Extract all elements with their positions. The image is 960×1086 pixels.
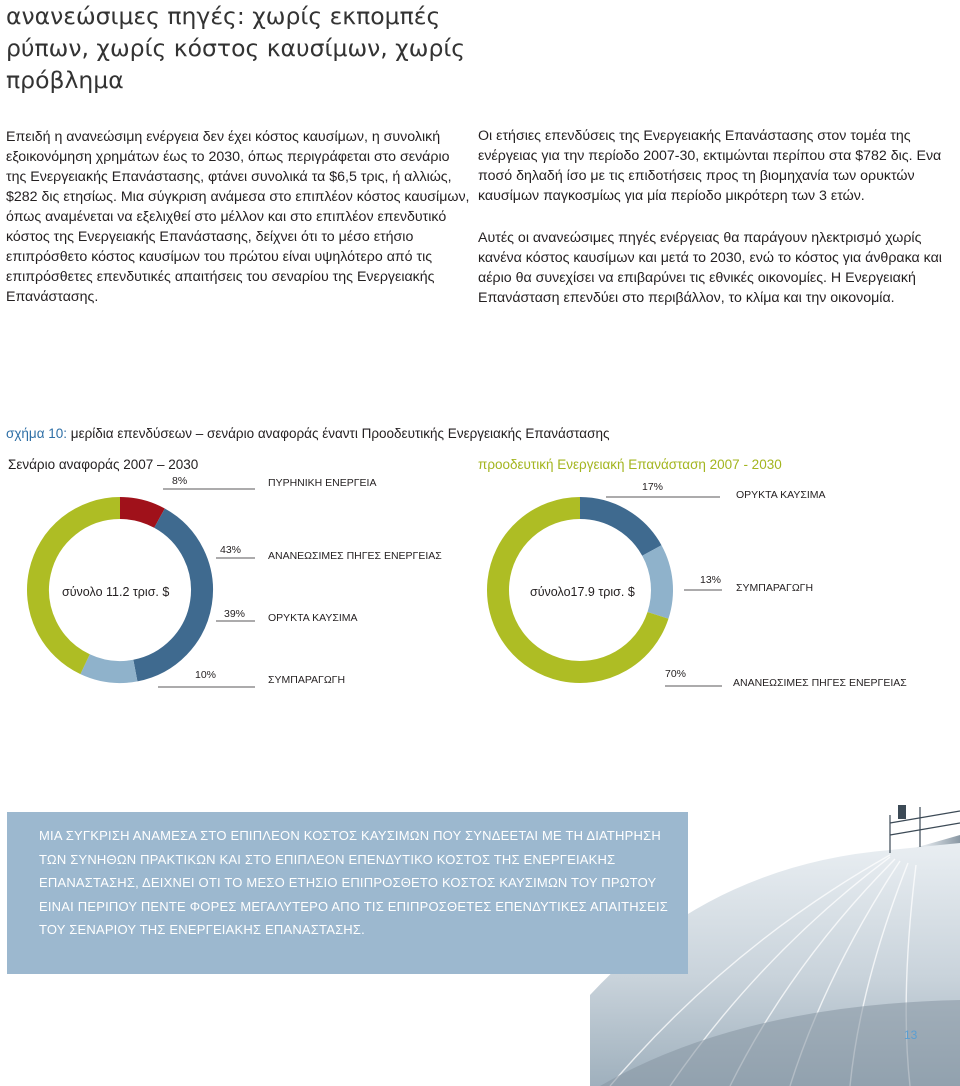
figure-number: σχήμα 10:: [6, 426, 68, 441]
chart-2-slice-1: [652, 550, 662, 615]
chart-1-pct-renewables: 43%: [220, 544, 242, 556]
right-column: [478, 126, 948, 330]
chart-2-pct-fossil: 17%: [642, 481, 664, 493]
chart-2-label-cogeneration: ΣΥΜΠΑΡΑΓΩΓΗ: [736, 582, 814, 594]
left-paragraph: Επειδή η ανανεώσιμη ενέργεια δεν έχει κόστος καυσίμων, η συνολική εξοικονόμηση χρημάτων έως το 2030, όπως περιγράφεται στο σενάριο της Ενεργειακής Επανάστασης, φτάνει συνολικά τα $6,5 τρις, ή αλλιώς, $282 δις ετησίως. Μια σύγκριση ανάμεσα στο επιπλέον κόστος καυσίμων, όπως αναμένεται να εξελιχθεί στο μέλλον και στο επιπλέον επενδυτικό κόστος της Ενεργειακής Επανάστασης, δείχνει ότι το μέσο ετήσιο επιπρόσθετο κόστος καυσίμων του πρώτου είναι υψηλότερο από τις επιπρόσθετες επενδυτικές απαιτήσεις του σεναρίου της Ενεργειακής Επανάστασης.: [6, 129, 470, 305]
chart-2-pct-cogeneration: 13%: [700, 574, 722, 586]
chart-1-pct-nuclear: 8%: [172, 475, 188, 487]
page-title: ανανεώσιμες πηγές: χωρίς εκπομπές ρύπων, χωρίς κόστος καυσίμων, χωρίς πρόβλημα: [6, 2, 466, 94]
chart-2-label-fossil: ΟΡΥΚΤΑ ΚΑΥΣΙΜΑ: [736, 489, 826, 501]
chart-2-pct-renewables: 70%: [665, 668, 687, 680]
chart-2-label-renewables: ΑΝΑΝΕΩΣΙΜΕΣ ΠΗΓΕΣ ΕΝΕΡΓΕΙΑΣ: [733, 677, 907, 689]
chart-1-slice-0: [120, 508, 160, 518]
chart-1-slice-2: [85, 664, 135, 672]
chart-2-total: σύνολο17.9 τρισ. $: [530, 585, 635, 599]
right-paragraph-2: Αυτές οι ανανεώσιμες πηγές ενέργειας θα παράγουν ηλεκτρισμό χωρίς κανένα κόστος καυσίμων και μετά το 2030, ενώ το κόστος για άνθρακα και αέριο θα συνεχίσει να επιβαρύνει τις εθνικές οικονομίες. Η Ενεργειακή Επανάσταση επενδύει στο περιβάλλον, το κλίμα και την οικονομία.: [478, 230, 942, 306]
right-paragraph-1: Οι ετήσιες επενδύσεις της Ενεργειακής Επανάστασης στον τομέα της ενέργειας για την περίοδο 2007-30, εκτιμώνται περίπου στα $782 δις. Ενα ποσό δηλαδή ίσο με τις επιδοτήσεις προς τη βιομηχανία των ορυκτών καυσίμων παγκοσμίως για μία περίοδο μικρότερη των 3 ετών.: [478, 128, 942, 204]
figure-caption: [6, 426, 609, 441]
page-number: 13: [904, 1028, 918, 1042]
chart-1-pct-fossil: 39%: [224, 608, 246, 620]
chart-1-label-renewables: ΑΝΑΝΕΩΣΙΜΕΣ ΠΗΓΕΣ ΕΝΕΡΓΕΙΑΣ: [268, 550, 442, 562]
chart-1-label-nuclear: ΠΥΡΗΝΙΚΗ ΕΝΕΡΓΕΙΑ: [268, 477, 377, 489]
chart-1-total: σύνολο 11.2 τρισ. $: [62, 585, 170, 599]
chart-2-title: προοδευτική Ενεργειακή Επανάσταση 2007 - 2030: [478, 457, 782, 472]
figure-caption-text: μερίδια επενδύσεων – σενάριο αναφοράς έναντι Προοδευτικής Ενεργειακής Επανάστασης: [70, 426, 610, 441]
chart-1-title: Σενάριο αναφοράς 2007 – 2030: [8, 457, 199, 472]
chart-2-slice-0: [580, 508, 652, 550]
chart-1-label-cogeneration: ΣΥΜΠΑΡΑΓΩΓΗ: [268, 674, 346, 686]
callout-text: ΜΙΑ ΣΥΓΚΡΙΣΗ ΑΝΑΜΕΣΑ ΣΤΟ ΕΠΙΠΛΕΟΝ ΚΟΣΤΟΣ ΚΑΥΣΙΜΩΝ ΠΟΥ ΣΥΝΔΕΕΤΑΙ ΜΕ ΤΗ ΔΙΑΤΗΡΗΣΗ ΤΩΝ ΣΥΝΗΘΩΝ ΠΡΑΚΤΙΚΩΝ ΚΑΙ ΣΤΟ ΕΠΙΠΛΕΟΝ ΕΠΕΝΔΥΤΙΚΟ ΚΟΣΤΟΣ ΤΗΣ ΕΝΕΡΓΕΙΑΚΗΣ ΕΠΑΝΑΣΤΑΣΗΣ, ΔΕΙΧΝΕΙ ΟΤΙ ΤΟ ΜΕΣΟ ΕΤΗΣΙΟ ΕΠΙΠΡΟΣΘΕΤΟ ΚΟΣΤΟΣ ΚΑΥΣΙΜΩΝ ΤΟΥ ΠΡΩΤΟΥ ΕΙΝΑΙ ΠΕΡΙΠΟΥ ΠΕΝΤΕ ΦΟΡΕΣ ΜΕΓΑΛΥΤΕΡΟ ΑΠΟ ΤΙΣ ΕΠΙΠΡΟΣΘΕΤΕΣ ΕΠΕΝΔΥΤΙΚΕΣ ΑΠΑΙΤΗΣΕΙΣ ΤΟΥ ΣΕΝΑΡΙΟΥ ΤΗΣ ΕΝΕΡΓΕΙΑΚΗΣ ΕΠΑΝΑΣΤΑΣΗΣ.: [39, 828, 669, 937]
chart-1-pct-cogeneration: 10%: [195, 669, 217, 681]
callout-box: [7, 812, 688, 974]
chart-1-label-fossil: ΟΡΥΚΤΑ ΚΑΥΣΙΜΑ: [268, 612, 358, 624]
